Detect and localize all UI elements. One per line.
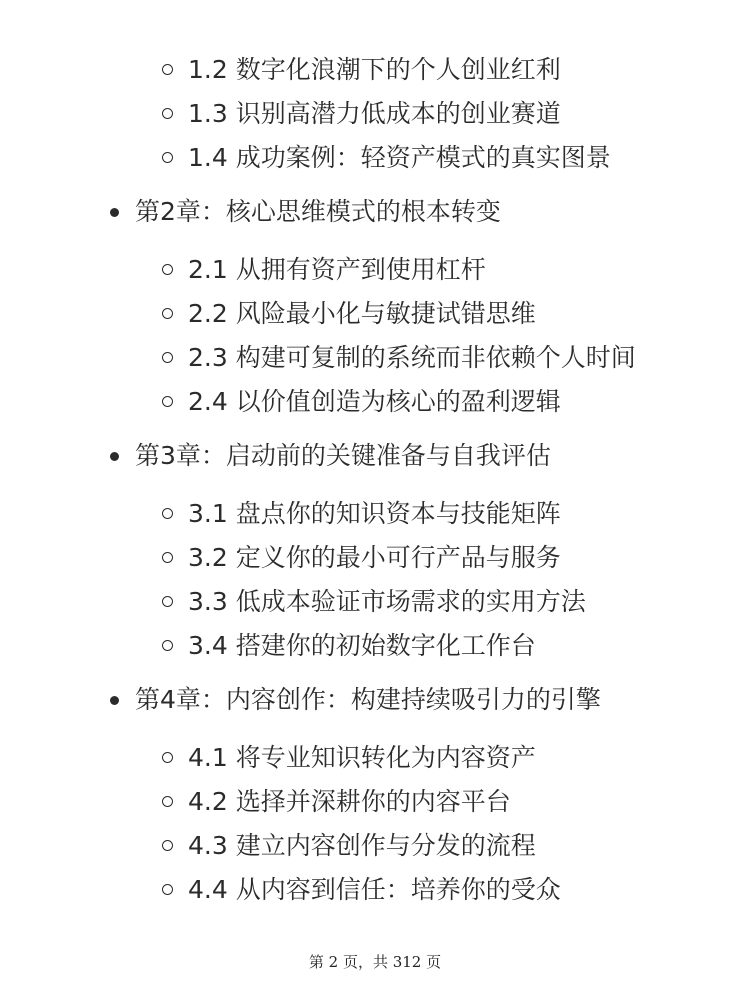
toc-item-2-2: [0, 292, 750, 336]
toc-item-label: 2.4 以价值创造为核心的盈利逻辑: [188, 387, 561, 416]
disc-bullet-icon: [110, 208, 119, 217]
toc-item-label: 3.3 低成本验证市场需求的实用方法: [188, 587, 586, 616]
disc-bullet-icon: [110, 452, 119, 461]
circle-bullet-icon: [162, 264, 173, 275]
toc-item-label: 3.4 搭建你的初始数字化工作台: [188, 631, 536, 660]
circle-bullet-icon: [162, 508, 173, 519]
toc-item-label: 3.1 盘点你的知识资本与技能矩阵: [188, 499, 561, 528]
circle-bullet-icon: [162, 884, 173, 895]
toc-item-2-4: [0, 380, 750, 424]
toc-item-3-3: [0, 580, 750, 624]
toc-item-3-4: [0, 624, 750, 668]
toc-item-label: 4.4 从内容到信任：培养你的受众: [188, 875, 561, 904]
toc-chapter-2: [0, 190, 750, 234]
circle-bullet-icon: [162, 108, 173, 119]
toc-item-label: 2.2 风险最小化与敏捷试错思维: [188, 299, 536, 328]
circle-bullet-icon: [162, 64, 173, 75]
toc-item-label: 2.1 从拥有资产到使用杠杆: [188, 255, 486, 284]
circle-bullet-icon: [162, 552, 173, 563]
page-number-footer: 第 2 页，共 312 页: [308, 953, 442, 971]
toc-item-4-4: [0, 868, 750, 912]
toc-item-label: 1.3 识别高潜力低成本的创业赛道: [188, 99, 561, 128]
toc-item-4-1: [0, 736, 750, 780]
toc-item-label: 4.1 将专业知识转化为内容资产: [188, 743, 536, 772]
circle-bullet-icon: [162, 352, 173, 363]
toc-item-label: 4.3 建立内容创作与分发的流程: [188, 831, 536, 860]
toc-item-2-1: [0, 248, 750, 292]
toc-chapter-label: 第2章：核心思维模式的根本转变: [135, 197, 501, 226]
toc-item-2-3: [0, 336, 750, 380]
toc-item-3-1: [0, 492, 750, 536]
toc-chapter-3: [0, 434, 750, 478]
toc-chapter-label: 第3章：启动前的关键准备与自我评估: [135, 441, 551, 470]
disc-bullet-icon: [110, 696, 119, 705]
table-of-contents: [0, 48, 750, 912]
circle-bullet-icon: [162, 796, 173, 807]
toc-item-4-3: [0, 824, 750, 868]
toc-item-label: 3.2 定义你的最小可行产品与服务: [188, 543, 561, 572]
toc-item-1-3: [0, 92, 750, 136]
circle-bullet-icon: [162, 596, 173, 607]
toc-item-label: 2.3 构建可复制的系统而非依赖个人时间: [188, 343, 636, 372]
toc-chapter-label: 第4章：内容创作：构建持续吸引力的引擎: [135, 685, 601, 714]
toc-item-1-4: [0, 136, 750, 180]
toc-item-3-2: [0, 536, 750, 580]
toc-chapter-4: [0, 678, 750, 722]
circle-bullet-icon: [162, 396, 173, 407]
circle-bullet-icon: [162, 152, 173, 163]
circle-bullet-icon: [162, 640, 173, 651]
toc-item-label: 4.2 选择并深耕你的内容平台: [188, 787, 511, 816]
circle-bullet-icon: [162, 308, 173, 319]
circle-bullet-icon: [162, 840, 173, 851]
toc-item-label: 1.4 成功案例：轻资产模式的真实图景: [188, 143, 611, 172]
toc-item-label: 1.2 数字化浪潮下的个人创业红利: [188, 55, 561, 84]
toc-item-4-2: [0, 780, 750, 824]
toc-item-1-2: [0, 48, 750, 92]
circle-bullet-icon: [162, 752, 173, 763]
